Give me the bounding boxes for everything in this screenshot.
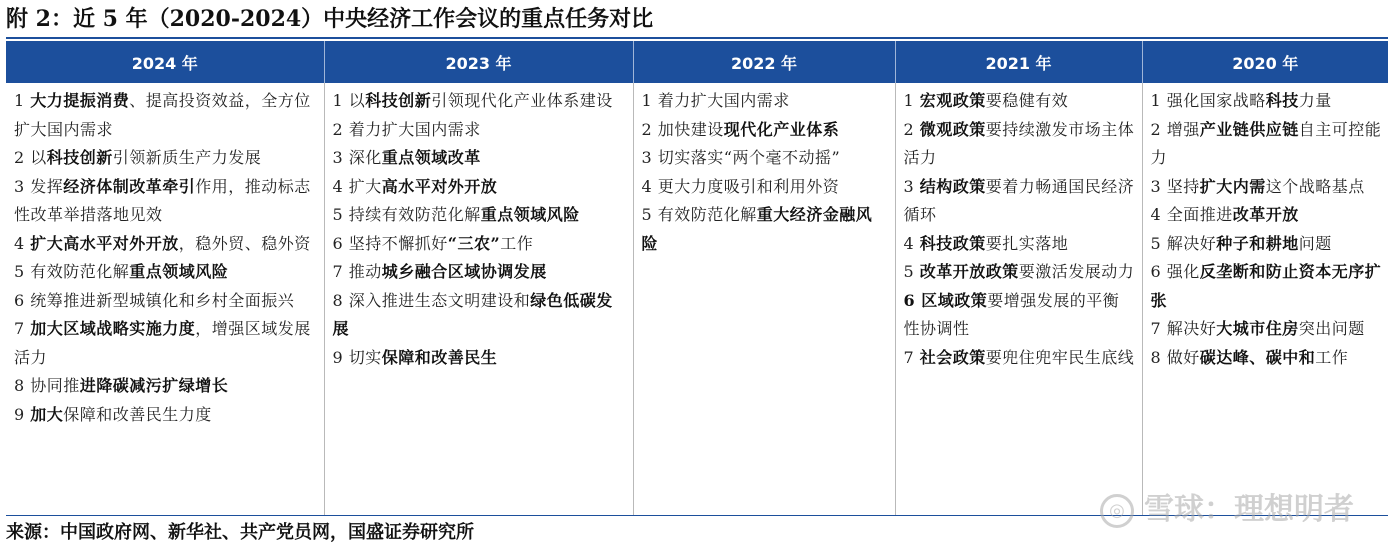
task-item (333, 287, 627, 344)
snowball-logo-icon: ◎ (1100, 494, 1134, 528)
task-text: 3 发挥 (14, 176, 64, 196)
task-text: 4 全面推进 (1150, 205, 1233, 224)
task-item (904, 173, 1136, 230)
task-keyword: 重点领域风险 (480, 205, 580, 224)
task-keyword: 进降碳减污扩绿增长 (79, 376, 229, 395)
task-text: 1 以 (332, 91, 366, 110)
task-keyword: 高水平对外开放 (381, 176, 498, 196)
task-item (1151, 230, 1383, 259)
task-item (1151, 315, 1383, 344)
task-keyword: 结构政策 (919, 176, 986, 196)
column-header-2024: 2024 年 (6, 41, 324, 83)
task-item (904, 230, 1136, 259)
task-keyword: 扩大高水平对外开放 (30, 233, 179, 253)
task-item (14, 87, 318, 144)
task-item (1151, 87, 1383, 116)
column-2022-tasks (633, 83, 895, 516)
task-keyword: 大力提振消费 (30, 91, 130, 110)
watermark-text: 雪球：理想明者 (1144, 492, 1354, 527)
task-text: 5 (903, 262, 920, 281)
task-text: 9 切实 (332, 347, 382, 367)
task-keyword: 科技政策 (919, 233, 986, 253)
task-text: 3 (903, 176, 920, 196)
task-text: 这个战略基点 (1265, 176, 1365, 196)
task-item (333, 173, 627, 202)
task-item (904, 87, 1136, 116)
task-item (333, 201, 627, 230)
task-text: 1 (903, 91, 920, 110)
task-keyword: 绿色低碳发展 (332, 290, 613, 338)
task-text: 8 协同推 (14, 376, 80, 395)
task-keyword: 扩大内需 (1199, 176, 1266, 196)
task-text: 工作 (500, 233, 534, 253)
task-keyword: 经济体制改革牵引 (63, 176, 196, 196)
task-text: 8 深入推进生态文明建设和 (332, 290, 531, 310)
task-text: ，增强区域发展活力 (14, 319, 311, 367)
task-item (333, 230, 627, 259)
task-item (1151, 258, 1383, 315)
task-item (904, 344, 1136, 373)
content-row (6, 83, 1388, 516)
task-text: 4 扩大 (332, 176, 382, 196)
task-item (333, 116, 627, 145)
task-item (14, 401, 318, 430)
task-item (642, 144, 889, 173)
task-text: 自主可控能力 (1150, 119, 1382, 167)
column-header-2022: 2022 年 (633, 41, 895, 83)
figure-title: 附 2：近 5 年（2020-2024）中央经济工作会议的重点任务对比 (6, 6, 654, 32)
task-item (14, 315, 318, 372)
task-item (642, 87, 889, 116)
task-text: 5 持续有效防范化解 (332, 205, 481, 224)
task-item (14, 258, 318, 287)
task-text: 要激活发展动力 (1018, 262, 1135, 281)
task-item (14, 173, 318, 230)
task-item (642, 116, 889, 145)
task-text: 引领新质生产力发展 (112, 148, 262, 167)
task-keyword: 重点领域改革 (381, 148, 481, 167)
task-text: 、提高投资效益，全方位扩大国内需求 (14, 91, 311, 139)
task-text: 5 有效防范化解 (14, 262, 130, 281)
task-keyword: 重大经济金融风险 (641, 205, 873, 253)
task-text: 2 加快建设 (641, 119, 724, 139)
task-keyword: 大城市住房 (1216, 319, 1299, 338)
task-item (1151, 201, 1383, 230)
task-text: 工作 (1315, 347, 1349, 367)
task-keyword: 科技 (1265, 91, 1299, 110)
task-text: 7 (903, 347, 920, 367)
task-item (333, 258, 627, 287)
task-text: 力量 (1298, 91, 1332, 110)
task-text: 4 (903, 233, 920, 253)
task-text: 要持续激发市场主体活力 (903, 119, 1135, 167)
task-text: 要着力畅通国民经济循环 (903, 176, 1135, 224)
task-text: 1 (14, 91, 31, 110)
task-text: 5 解决好 (1150, 233, 1217, 253)
task-item (904, 258, 1136, 287)
task-item (333, 87, 627, 116)
task-keyword: 科技创新 (46, 148, 113, 167)
task-item (14, 372, 318, 401)
task-text: 7 推动 (332, 262, 382, 281)
task-keyword: 重点领域风险 (129, 262, 229, 281)
task-item (1151, 173, 1383, 202)
task-item (333, 344, 627, 373)
header-row (6, 41, 1388, 83)
task-text: 3 坚持 (1150, 176, 1200, 196)
task-item (333, 144, 627, 173)
task-item (1151, 116, 1383, 173)
task-text: 3 切实落实“两个毫不动摇” (641, 148, 841, 167)
task-keyword: 反垄断和防止资本无序扩张 (1150, 262, 1382, 310)
task-keyword: 种子和耕地 (1216, 233, 1299, 253)
task-keyword: 社会政策 (919, 347, 986, 367)
task-keyword: 改革开放政策 (919, 262, 1019, 281)
task-text: 3 深化 (332, 148, 382, 167)
task-keyword: 加大 (30, 404, 64, 424)
source-note: 来源：中国政府网、新华社、共产党员网，国盛证券研究所 (6, 522, 474, 543)
task-keyword: 6 区域政策 (903, 290, 988, 310)
task-text: 5 有效防范化解 (641, 205, 757, 224)
task-item (904, 116, 1136, 173)
task-text: 引领现代化产业体系建设 (431, 91, 613, 110)
task-text: 7 解决好 (1150, 319, 1217, 338)
task-keyword: 宏观政策 (919, 91, 986, 110)
column-2020-tasks (1142, 83, 1388, 516)
task-text: ，稳外贸、稳外资 (178, 233, 311, 253)
task-item (1151, 344, 1383, 373)
task-keyword: 加大区域战略实施力度 (30, 319, 196, 338)
task-text: 要稳健有效 (985, 91, 1069, 110)
task-text: 作用，推动标志性改革举措落地见效 (14, 176, 311, 224)
task-text: 4 (14, 233, 31, 253)
task-text: 1 着力扩大国内需求 (641, 91, 790, 110)
task-text: 6 坚持不懈抓好 (332, 233, 448, 253)
task-text: 2 (903, 119, 920, 139)
task-text: 8 做好 (1150, 347, 1200, 367)
task-item (14, 144, 318, 173)
task-text: 2 着力扩大国内需求 (332, 119, 481, 139)
task-text: 要兜住兜牢民生底线 (985, 347, 1135, 367)
task-item (14, 287, 318, 316)
task-text: 要增强发展的平衡性协调性 (903, 290, 1120, 338)
column-header-2020: 2020 年 (1142, 41, 1388, 83)
column-header-2021: 2021 年 (895, 41, 1142, 83)
task-keyword: “三农” (447, 233, 501, 253)
column-2024-tasks (6, 83, 324, 516)
task-text: 6 统筹推进新型城镇化和乡村全面振兴 (14, 290, 295, 310)
task-text: 2 以 (14, 148, 47, 167)
task-text: 7 (14, 319, 31, 338)
task-item (14, 230, 318, 259)
task-keyword: 保障和改善民生 (381, 347, 498, 367)
task-text: 4 更大力度吸引和利用外资 (641, 176, 840, 196)
task-keyword: 产业链供应链 (1199, 119, 1299, 139)
task-text: 要扎实落地 (985, 233, 1069, 253)
column-2023-tasks (324, 83, 633, 516)
task-keyword: 碳达峰、碳中和 (1199, 347, 1316, 367)
task-text: 2 增强 (1150, 119, 1200, 139)
column-header-2023: 2023 年 (324, 41, 633, 83)
task-text: 保障和改善民生力度 (63, 404, 212, 424)
task-keyword: 科技创新 (365, 91, 432, 110)
task-item (642, 173, 889, 202)
task-keyword: 改革开放 (1232, 205, 1299, 224)
task-text: 突出问题 (1298, 319, 1365, 338)
task-keyword: 城乡融合区域协调发展 (381, 262, 547, 281)
task-item (642, 201, 889, 258)
task-keyword: 现代化产业体系 (723, 119, 840, 139)
watermark (1100, 490, 1354, 530)
column-2021-tasks (895, 83, 1142, 516)
task-text: 1 强化国家战略 (1150, 91, 1266, 110)
task-text: 9 (14, 404, 31, 424)
task-text: 问题 (1298, 233, 1332, 253)
comparison-table (6, 41, 1388, 516)
task-text: 6 强化 (1150, 262, 1200, 281)
title-divider (6, 37, 1388, 39)
task-keyword: 微观政策 (919, 119, 986, 139)
task-item (904, 287, 1136, 344)
